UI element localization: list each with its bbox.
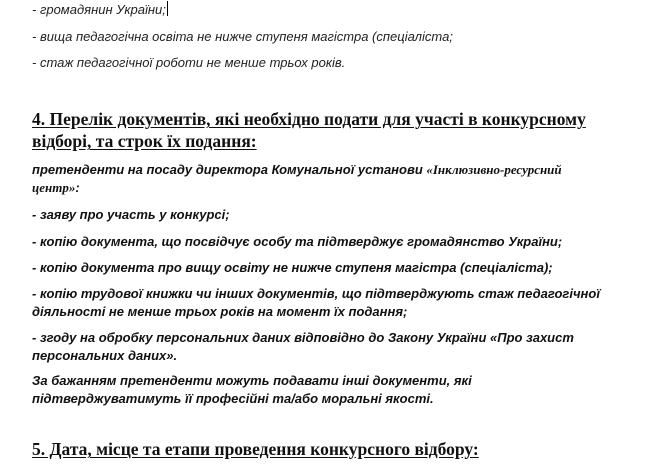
section4-intro-colon: :: [75, 180, 80, 195]
requirement-citizenship: [32, 1, 168, 19]
section4-intro-line2: [32, 179, 80, 197]
section4-note-line1: За бажанням претенденти можуть подавати інші документи, які: [32, 373, 472, 388]
doc-item-workbook-copy-line1: - копію трудової книжки чи інших документів, що підтверджують стаж педагогічної: [32, 286, 600, 301]
section5-heading: 5. Дата, місце та етапи проведення конкурсного відбору:: [32, 439, 479, 459]
doc-item-application: - заяву про участь у конкурсі;: [32, 207, 230, 222]
section4-intro-quote-end: центр»: [32, 180, 76, 195]
doc-item-diploma-copy: - копію документа про вищу освіту не нижче ступеня магістра (спеціаліста);: [32, 260, 553, 275]
text-cursor: [167, 1, 168, 16]
doc-item-id-copy: - копію документа, що посвідчує особу та підтверджує громадянство України;: [32, 234, 563, 249]
doc-item-consent-line1: - згоду на обробку персональних даних відповідно до Закону України «Про захист: [32, 330, 574, 345]
doc-item-workbook-copy-line2: діяльності не менше трьох років на момент їх подання;: [32, 304, 408, 319]
section4-intro-quote: «Інклюзивно-ресурсний: [426, 162, 562, 177]
section4-intro-text: претенденти на посаду директора Комунальної установи: [32, 162, 427, 177]
section4-heading-line1: 4. Перелік документів, які необхідно подати для участі в конкурсному: [32, 109, 586, 129]
requirement-citizenship-text: - громадянин України;: [32, 2, 166, 17]
section4-heading-line2: відборі, та строк їх подання:: [32, 131, 257, 151]
doc-item-consent-line2: персональних даних».: [32, 348, 178, 363]
requirement-experience: - стаж педагогічної роботи не менше трьох років.: [32, 55, 346, 70]
section4-note-line2: підтверджуватимуть її професійні та/або моральні якості.: [32, 391, 434, 406]
section4-intro-line1: [32, 161, 562, 179]
requirement-education: - вища педагогічна освіта не нижче ступеня магістра (спеціаліста;: [32, 29, 453, 44]
